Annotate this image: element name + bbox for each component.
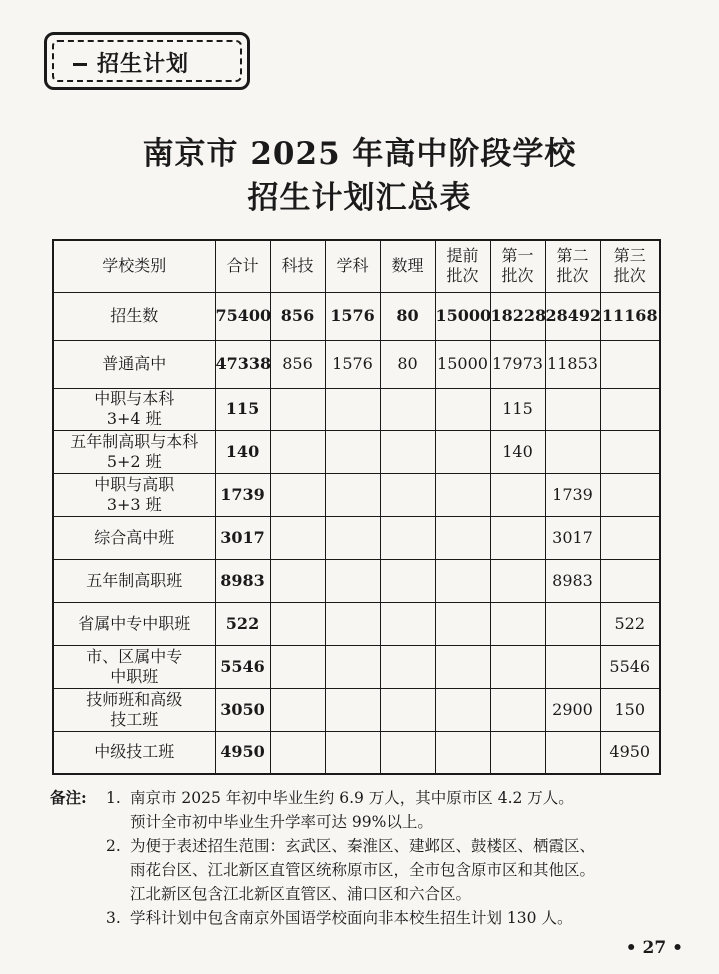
diyi-cell bbox=[490, 516, 545, 559]
xueke-cell bbox=[325, 516, 380, 559]
header-dier bbox=[545, 240, 600, 292]
xueke-cell bbox=[325, 688, 380, 731]
tiqian-cell bbox=[435, 688, 490, 731]
disan-cell bbox=[600, 473, 660, 516]
keji-cell bbox=[270, 688, 325, 731]
category-line1: 中职与本科 bbox=[94, 389, 175, 408]
header-disan-line1: 第三 bbox=[613, 246, 646, 266]
category-line1: 技师班和高级 bbox=[86, 689, 183, 709]
note-number: 1. bbox=[106, 789, 121, 807]
header-tiqian-line2: 批次 bbox=[446, 266, 479, 286]
header-dier-line1: 第二 bbox=[556, 246, 589, 266]
dier-cell bbox=[545, 430, 600, 473]
section-label: 招生计划 bbox=[97, 52, 190, 77]
note-item bbox=[50, 834, 700, 906]
keji-cell bbox=[270, 731, 325, 774]
enrollment-plan-table bbox=[52, 239, 661, 775]
table-row bbox=[53, 645, 660, 688]
tiqian-cell bbox=[435, 645, 490, 688]
keji-cell bbox=[270, 645, 325, 688]
dier-cell: 3017 bbox=[545, 516, 600, 559]
shuli-cell bbox=[380, 645, 435, 688]
section-label-box bbox=[44, 32, 250, 90]
diyi-cell bbox=[490, 731, 545, 774]
category-line1: 五年制高职与本科 bbox=[70, 431, 199, 451]
xueke-cell: 1576 bbox=[325, 340, 380, 388]
keji-cell: 856 bbox=[270, 340, 325, 388]
keji-cell bbox=[270, 516, 325, 559]
notes-section bbox=[50, 786, 700, 930]
diyi-cell bbox=[490, 473, 545, 516]
note-line: 雨花台区、江北新区直管区统称原市区，全市包含原市区和其他区。 bbox=[130, 861, 596, 879]
total-cell: 1739 bbox=[215, 473, 270, 516]
total-cell: 5546 bbox=[215, 645, 270, 688]
note-item bbox=[50, 786, 700, 834]
note-number: 2. bbox=[106, 837, 121, 855]
dier-cell: 11853 bbox=[545, 340, 600, 388]
table-row bbox=[53, 602, 660, 645]
xueke-cell bbox=[325, 473, 380, 516]
diyi-cell: 17973 bbox=[490, 340, 545, 388]
category-cell bbox=[53, 292, 215, 340]
disan-cell bbox=[600, 559, 660, 602]
note-text bbox=[130, 834, 700, 906]
category-cell bbox=[53, 430, 215, 473]
category-cell bbox=[53, 731, 215, 774]
shuli-cell: 80 bbox=[380, 292, 435, 340]
shuli-cell bbox=[380, 388, 435, 430]
category-cell bbox=[53, 516, 215, 559]
note-number: 3. bbox=[106, 909, 121, 927]
shuli-cell bbox=[380, 430, 435, 473]
xueke-cell bbox=[325, 559, 380, 602]
note-text bbox=[130, 906, 700, 930]
total-cell: 140 bbox=[215, 430, 270, 473]
table-row bbox=[53, 388, 660, 430]
dier-cell: 8983 bbox=[545, 559, 600, 602]
notes-label: 备注: bbox=[50, 788, 87, 807]
header-shuli: 数理 bbox=[380, 240, 435, 292]
disan-cell: 5546 bbox=[600, 645, 660, 688]
category-line2: 3+4 班 bbox=[106, 409, 162, 428]
xueke-cell bbox=[325, 645, 380, 688]
header-keji: 科技 bbox=[270, 240, 325, 292]
tiqian-cell bbox=[435, 731, 490, 774]
xueke-cell: 1576 bbox=[325, 292, 380, 340]
table-row bbox=[53, 559, 660, 602]
tiqian-cell bbox=[435, 473, 490, 516]
tiqian-cell: 15000 bbox=[435, 340, 490, 388]
dier-cell bbox=[545, 645, 600, 688]
dier-cell bbox=[545, 388, 600, 430]
note-line: 预计全市初中毕业生升学率可达 99%以上。 bbox=[130, 813, 433, 831]
keji-cell: 856 bbox=[270, 292, 325, 340]
total-cell: 522 bbox=[215, 602, 270, 645]
dier-cell: 28492 bbox=[545, 292, 600, 340]
disan-cell bbox=[600, 430, 660, 473]
table-row bbox=[53, 516, 660, 559]
table-row bbox=[53, 688, 660, 731]
table-row bbox=[53, 430, 660, 473]
notes-list bbox=[50, 786, 700, 930]
diyi-cell bbox=[490, 645, 545, 688]
header-tiqian-line1: 提前 bbox=[446, 246, 479, 266]
category-cell bbox=[53, 340, 215, 388]
table-row bbox=[53, 340, 660, 388]
tiqian-cell bbox=[435, 602, 490, 645]
total-cell: 3050 bbox=[215, 688, 270, 731]
note-line: 江北新区包含江北新区直管区、浦口区和六合区。 bbox=[130, 885, 472, 903]
shuli-cell bbox=[380, 688, 435, 731]
disan-cell bbox=[600, 388, 660, 430]
category-cell bbox=[53, 473, 215, 516]
total-cell: 8983 bbox=[215, 559, 270, 602]
dier-cell bbox=[545, 731, 600, 774]
note-line: 南京市 2025 年初中毕业生约 6.9 万人，其中原市区 4.2 万人。 bbox=[130, 789, 574, 807]
tiqian-cell bbox=[435, 516, 490, 559]
keji-cell bbox=[270, 430, 325, 473]
shuli-cell: 80 bbox=[380, 340, 435, 388]
diyi-cell: 115 bbox=[490, 388, 545, 430]
category-cell bbox=[53, 388, 215, 430]
category-cell bbox=[53, 559, 215, 602]
disan-cell: 522 bbox=[600, 602, 660, 645]
total-cell: 115 bbox=[215, 388, 270, 430]
tiqian-cell bbox=[435, 388, 490, 430]
page-title-line2: 招生计划汇总表 bbox=[247, 180, 472, 216]
tiqian-cell bbox=[435, 430, 490, 473]
category-line1: 中职与高职 bbox=[94, 474, 175, 494]
disan-cell: 11168 bbox=[600, 292, 660, 340]
table-row bbox=[53, 473, 660, 516]
header-diyi bbox=[490, 240, 545, 292]
dier-cell bbox=[545, 602, 600, 645]
section-label-dash bbox=[73, 63, 87, 66]
total-cell: 47338 bbox=[215, 340, 270, 388]
total-cell: 75400 bbox=[215, 292, 270, 340]
category-line2: 3+3 班 bbox=[106, 494, 162, 514]
category-line1: 招生数 bbox=[110, 306, 159, 325]
disan-cell: 150 bbox=[600, 688, 660, 731]
category-cell bbox=[53, 602, 215, 645]
disan-cell: 4950 bbox=[600, 731, 660, 774]
keji-cell bbox=[270, 559, 325, 602]
total-cell: 3017 bbox=[215, 516, 270, 559]
diyi-cell bbox=[490, 559, 545, 602]
shuli-cell bbox=[380, 559, 435, 602]
dier-cell: 2900 bbox=[545, 688, 600, 731]
diyi-cell bbox=[490, 602, 545, 645]
diyi-cell: 18228 bbox=[490, 292, 545, 340]
category-cell bbox=[53, 688, 215, 731]
table-header-row bbox=[53, 240, 660, 292]
xueke-cell bbox=[325, 430, 380, 473]
shuli-cell bbox=[380, 602, 435, 645]
disan-cell bbox=[600, 340, 660, 388]
header-diyi-line2: 批次 bbox=[501, 266, 534, 286]
dier-cell: 1739 bbox=[545, 473, 600, 516]
page-number: • 27 • bbox=[625, 938, 683, 958]
category-line1: 五年制高职班 bbox=[86, 570, 183, 590]
xueke-cell bbox=[325, 731, 380, 774]
table-body bbox=[53, 292, 660, 774]
xueke-cell bbox=[325, 602, 380, 645]
header-tiqian bbox=[435, 240, 490, 292]
keji-cell bbox=[270, 473, 325, 516]
shuli-cell bbox=[380, 473, 435, 516]
total-cell: 4950 bbox=[215, 731, 270, 774]
table-row bbox=[53, 292, 660, 340]
category-cell bbox=[53, 645, 215, 688]
note-line: 学科计划中包含南京外国语学校面向非本校生招生计划 130 人。 bbox=[130, 909, 573, 927]
page-title-line1: 南京市 2025 年高中阶段学校 bbox=[142, 136, 577, 172]
tiqian-cell: 15000 bbox=[435, 292, 490, 340]
category-line2: 中职班 bbox=[110, 666, 159, 686]
note-text bbox=[130, 786, 700, 834]
note-line: 为便于表述招生范围：玄武区、秦淮区、建邺区、鼓楼区、栖霞区、 bbox=[130, 837, 596, 855]
header-disan bbox=[600, 240, 660, 292]
header-diyi-line1: 第一 bbox=[501, 246, 534, 266]
header-disan-line2: 批次 bbox=[613, 266, 646, 286]
header-dier-line2: 批次 bbox=[556, 266, 589, 286]
keji-cell bbox=[270, 388, 325, 430]
category-line1: 中级技工班 bbox=[94, 742, 175, 762]
header-xueke: 学科 bbox=[325, 240, 380, 292]
tiqian-cell bbox=[435, 559, 490, 602]
shuli-cell bbox=[380, 731, 435, 774]
header-category: 学校类别 bbox=[53, 240, 215, 292]
diyi-cell bbox=[490, 688, 545, 731]
category-line2: 技工班 bbox=[110, 709, 159, 729]
shuli-cell bbox=[380, 516, 435, 559]
category-line1: 综合高中班 bbox=[94, 527, 175, 547]
category-line1: 省属中专中职班 bbox=[78, 613, 191, 633]
disan-cell bbox=[600, 516, 660, 559]
table-row bbox=[53, 731, 660, 774]
keji-cell bbox=[270, 602, 325, 645]
xueke-cell bbox=[325, 388, 380, 430]
header-total: 合计 bbox=[215, 240, 270, 292]
diyi-cell: 140 bbox=[490, 430, 545, 473]
category-line1: 普通高中 bbox=[102, 354, 167, 373]
note-item bbox=[50, 906, 700, 930]
category-line1: 市、区属中专 bbox=[86, 646, 183, 666]
category-line2: 5+2 班 bbox=[106, 451, 162, 471]
